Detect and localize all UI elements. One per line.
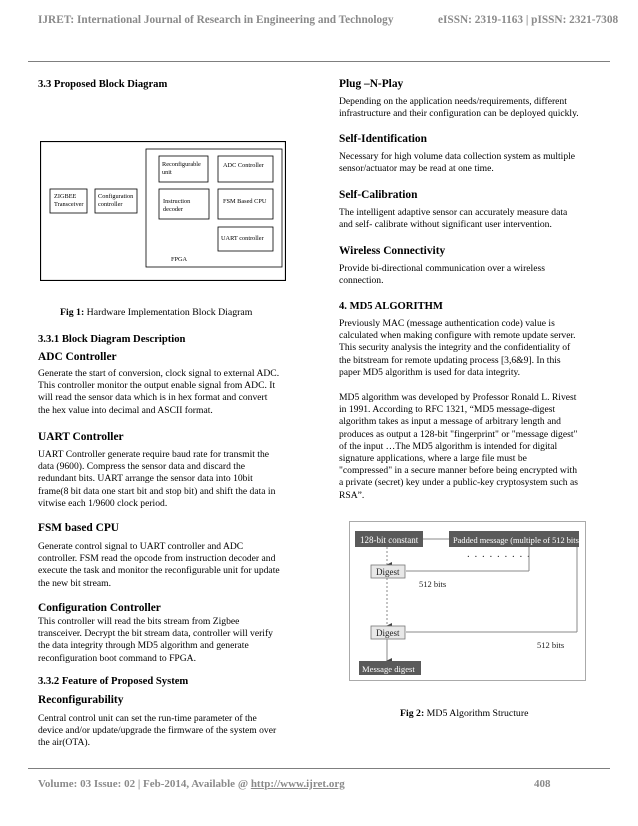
bits-2-label: 512 bits xyxy=(537,640,565,650)
configuration-controller-paragraph xyxy=(38,616,300,665)
journal-name: IJRET: International Journal of Research in Engineering and Technology xyxy=(38,14,394,26)
figure-1-caption-label: Fig 1: xyxy=(60,307,85,318)
config-label-1: Configuration xyxy=(98,193,134,200)
text-line: device and/or update/upgrade the firmware of the system over xyxy=(38,725,277,737)
wireless-connectivity-paragraph xyxy=(339,263,601,287)
text-line: Generate control signal to UART controller and ADC xyxy=(38,541,244,552)
text-line: The intelligent adaptive sensor can accurately measure data xyxy=(339,207,568,218)
self-calibration-heading: Self-Calibration xyxy=(339,189,418,201)
text-line: reconfiguration boot command to FPGA. xyxy=(38,652,197,664)
reconf-label-1: Reconfigurable xyxy=(162,161,201,168)
text-line: Previously MAC (message authentication code) value is xyxy=(339,318,555,329)
text-line: will read the sensor data which is in hex format and convert xyxy=(38,392,268,404)
bits-1-label: 512 bits xyxy=(419,579,447,589)
text-line: controller. FSM read the opcode from instruction decoder and xyxy=(38,553,276,565)
text-line: RSA”. xyxy=(339,489,365,501)
configuration-controller-heading: Configuration Controller xyxy=(38,602,161,614)
text-line: UART Controller generate require baud rate for transmit the xyxy=(38,449,270,460)
text-line: data (9600). Compress the sensor data and discard the xyxy=(38,461,246,473)
footer-url-link[interactable]: http://www.ijret.org xyxy=(250,778,345,790)
issn: eISSN: 2319-1163 | pISSN: 2321-7308 xyxy=(438,14,619,26)
text-line: execute the task and monitor the reconfigurable unit for update xyxy=(38,565,280,577)
instr-label-2: decoder xyxy=(163,206,183,213)
figure-2-caption-label: Fig 2: xyxy=(400,708,425,719)
text-line: calculated when making configure with remote update server. xyxy=(339,330,576,342)
digest-1-label: Digest xyxy=(376,567,400,577)
fsm-cpu-heading: FSM based CPU xyxy=(38,522,120,534)
adc-controller-paragraph xyxy=(38,368,300,417)
reconfigurability-paragraph xyxy=(38,713,300,750)
message-blocks-ellipsis: . . . . . . . . . xyxy=(467,548,531,560)
footer-rule xyxy=(28,768,610,769)
reconfigurability-heading: Reconfigurability xyxy=(38,694,124,706)
text-line: the data integrity through MD5 algorithm and generate xyxy=(38,640,249,652)
page-number: 408 xyxy=(534,778,551,790)
adc-label: ADC Controller xyxy=(223,162,264,169)
padded-message-label: Padded message (multiple of 512 bits) xyxy=(453,536,582,545)
section-3-3-title: 3.3 Proposed Block Diagram xyxy=(38,79,168,90)
figure-2-md5-structure xyxy=(349,521,586,681)
figure-1-caption-text: Hardware Implementation Block Diagram xyxy=(86,307,253,318)
text-line: produces as output a 128-bit "fingerprint" or "message digest" xyxy=(339,428,578,440)
text-line: in 1991. According to RFC 1321, “MD5 message-digest xyxy=(339,404,556,416)
text-line: signature applications, where a large file must be xyxy=(339,453,527,465)
text-line: connection. xyxy=(339,275,384,287)
text-line: the new bit stream. xyxy=(38,577,111,589)
text-line: vitwise each 1/9600 clock period. xyxy=(38,497,168,509)
digest-2-label: Digest xyxy=(376,628,400,638)
constant-label: 128-bit constant xyxy=(360,535,419,545)
figure-1-caption xyxy=(60,307,252,319)
config-label-2: controller xyxy=(98,201,123,208)
text-line: a private (secret) key under a public-key cryptosystem such as xyxy=(339,477,578,489)
text-line: "compressed" in a secure manner before being encrypted with xyxy=(339,465,577,477)
text-line: Depending on the application needs/requirements, different xyxy=(339,96,567,107)
header-rule xyxy=(28,61,610,62)
figure-2-caption-text: MD5 Algorithm Structure xyxy=(426,708,529,719)
message-digest-label: Message digest xyxy=(362,664,415,674)
md5-paragraph-1 xyxy=(339,318,601,379)
uart-label: UART controller xyxy=(221,235,264,242)
text-line: Necessary for high volume data collection system as multiple xyxy=(339,151,576,162)
uart-controller-paragraph xyxy=(38,449,300,510)
text-line: of the input …The MD5 algorithm is intended for digital xyxy=(339,440,558,452)
text-line: transceiver. Decrypt the bit stream data, controller will verify xyxy=(38,628,273,640)
text-line: This controller will read the bits stream from Zigbee xyxy=(38,616,240,627)
running-footer xyxy=(38,778,600,790)
text-line: This security analysis the integrity and the confidentiality of xyxy=(339,342,571,354)
adc-controller-heading: ADC Controller xyxy=(38,351,117,363)
text-line: algorithm takes as input a message of arbitrary length and xyxy=(339,416,561,428)
text-line: MD5 algorithm was developed by Professor Ronald L. Rivest xyxy=(339,392,577,403)
instr-label-1: Instruction xyxy=(163,198,191,205)
text-line: paper MD5 algorithm is used for data integrity. xyxy=(339,366,521,378)
text-line: and self- calibrate without significant user intervention. xyxy=(339,219,552,231)
figure-2-caption xyxy=(400,708,528,720)
fsm-cpu-paragraph xyxy=(38,541,300,590)
running-header xyxy=(38,14,619,26)
self-identification-heading: Self-Identification xyxy=(339,133,427,145)
text-line: the bitstream for remote updating process [3,6&9]. In this xyxy=(339,354,561,366)
section-4-title: 4. MD5 ALGORITHM xyxy=(339,301,443,312)
self-identification-paragraph xyxy=(339,151,601,175)
uart-controller-heading: UART Controller xyxy=(38,431,124,443)
section-3-3-2-title: 3.3.2 Feature of Proposed System xyxy=(38,676,189,687)
md5-paragraph-2 xyxy=(339,392,601,502)
text-line: infrastructure and their configuration can be deployed quickly. xyxy=(339,108,579,120)
text-line: This controller monitor the output enable signal from ADC. It xyxy=(38,380,276,392)
text-line: frame(8 bit data one start bit and stop bit) and shift the data in xyxy=(38,485,276,497)
text-line: sensor/actuator may be read at one time. xyxy=(339,163,494,175)
section-3-3-1-title: 3.3.1 Block Diagram Description xyxy=(38,334,186,345)
reconf-label-2: unit xyxy=(162,169,172,176)
fpga-label: FPGA xyxy=(171,256,188,263)
text-line: redundant bits. UART arrange the sensor data into 10bit xyxy=(38,473,253,485)
text-line: Central control unit can set the run-time parameter of the xyxy=(38,713,257,724)
text-line: Provide bi-directional communication over a wireless xyxy=(339,263,545,274)
self-calibration-paragraph xyxy=(339,207,601,231)
zigbee-label-2: Transceiver xyxy=(54,201,84,208)
text-line: the air(OTA). xyxy=(38,737,90,749)
zigbee-label-1: ZIGBEE xyxy=(54,193,77,200)
wireless-connectivity-heading: Wireless Connectivity xyxy=(339,245,446,257)
text-line: the hex value into decimal and ASCII format. xyxy=(38,404,213,416)
plug-n-play-heading: Plug –N-Play xyxy=(339,78,404,90)
text-line: Generate the start of conversion, clock signal to external ADC. xyxy=(38,368,280,379)
plug-n-play-paragraph xyxy=(339,96,601,120)
fsm-label: FSM Based CPU xyxy=(223,198,267,205)
footer-volume: Volume: 03 Issue: 02 | Feb-2014, Available @ xyxy=(38,778,249,790)
figure-1-block-diagram xyxy=(40,141,286,281)
